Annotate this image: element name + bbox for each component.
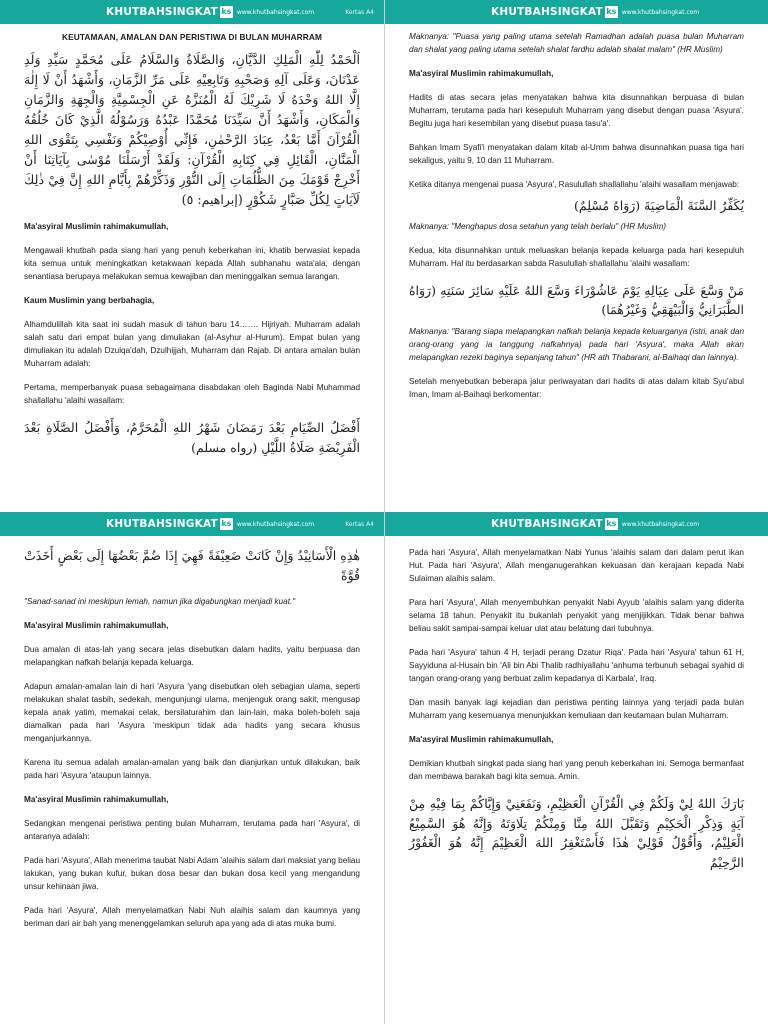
paragraph: Para hari 'Asyura', Allah menyembuhkan penyakit Nabi Ayyub 'alaihis salam yang diderita selama 18 tahun. Penyakit itu bukanlah penyakit yang menjijikkan. Tidak benar bahwa beliau sakit sampai-sampai keluar ulat atau belatung dari tubuhnya. <box>409 598 744 633</box>
page-4 <box>384 512 768 1024</box>
paragraph: Karena itu semua adalah amalan-amalan yang baik dan dianjurkan untuk dilakukan, baik pada hari 'Asyura 'ataupun lainnya. <box>24 758 360 780</box>
paragraph: Pada hari 'Asyura', Allah menyelamatkan Nabi Yunus 'alaihis salam dari dalam perut ikan Hut. Pada hari 'Asyura', Allah menganugerahkan kekuasan dan kerajaan kepada Nabi Sulaiman alaihis salam. <box>409 548 744 583</box>
arabic-hadith: أَفْضَلُ الصِّيَامِ بَعْدَ رَمَضَانَ شَهْرُ اللهِ الْمُحَرَّمُ، وَأَفْضَلُ الصَّلَاةِ بَعْدَ الْفَرِيْضَةِ صَلَاةُ اللَّيْلِ (رواه مسلم) <box>24 420 360 455</box>
page-3 <box>0 512 384 1024</box>
paragraph: Kedua, kita disunnahkan untuk meluaskan belanja kepada keluarga pada hari kesepuluh Muharram. Hal itu berdasarkan sabda Rasulullah shallallahu 'alaihi wasallam: <box>409 245 744 268</box>
paragraph: Adapun amalan-amalan lain di hari 'Asyura 'yang disebutkan oleh sebagian ulama, seperti melakukan shalat tasbih, sedekah, mengunjungi ulama, menjenguk orang sakit, mengusap kepala anak yatim, memakai celak, bersilaturahim dan lain-lain, maka boleh-boleh saja diamalkan pada hari 'Asyura 'meskipun tidak ada hadits yang secara khusus menganjurkannya. <box>24 682 360 743</box>
paragraph: Sedangkan mengenai peristiwa penting bulan Muharram, terutama pada hari 'Asyura', di antaranya adalah: <box>24 819 360 841</box>
page-header <box>385 0 768 24</box>
salutation: Ma'asyiral Muslimin rahimakumullah, <box>24 795 169 804</box>
translation: Maknanya: "Puasa yang paling utama setelah Ramadhan adalah puasa bulan Muharram dan shalat yang paling utama setelah shalat fardhu adalah shalat malam" (HR Muslim) <box>409 32 744 54</box>
paragraph: Pertama, memperbanyak puasa sebagaimana disabdakan oleh Baginda Nabi Muhammad shallallahu 'alaihi wasallam: <box>24 383 360 405</box>
site-url: www.khutbahsingkat.com <box>236 8 315 16</box>
translation: Maknanya: "Barang siapa melapangkan nafkah belanja kepada keluarganya (istri, anak dan orang-orang yang ia tanggung nafkahnya) pada hari 'Asyura', maka Allah akan melapangkan rezeki baginya sepanjang tahun" (HR ath Thabarani, al-Baihaqi dan lainnya). <box>409 326 744 362</box>
site-url: www.khutbahsingkat.com <box>621 520 700 528</box>
brand-name: KHUTBAHSINGKAT <box>106 6 218 18</box>
paragraph: Ketika ditanya mengenai puasa 'Asyura', Rasulullah shallallahu 'alaihi wasallam menjawab: <box>409 180 740 189</box>
brand-logo-icon: ks <box>221 519 232 528</box>
salutation: Ma'asyiral Muslimin rahimakumullah, <box>24 621 169 630</box>
page-header <box>385 512 768 536</box>
salutation: Ma'asyiral Muslimin rahimakumullah, <box>409 69 554 78</box>
paragraph: Pada hari 'Asyura', Allah menerima taubat Nabi Adam 'alaihis salam dari maksiat yang beliau lakukan, yang bukan kufur, bukan dosa besar dan bukan dosa kecil yang mengandung unsur kehinaan jiwa. <box>24 856 361 891</box>
paragraph: Pada hari 'Asyura' tahun 4 H, terjadi perang Dzatur Riqa'. Pada hari 'Asyura' tahun 61 H, Sayyiduna al-Husain bin 'Ali bin Abi Thalib radhiyallahu 'anhuma terbunuh sebagai syahid di tangan orang-orang yang berbuat zalim kepadanya di Karbala', Iraq. <box>409 648 744 683</box>
site-url: www.khutbahsingkat.com <box>236 520 315 528</box>
brand-name: KHUTBAHSINGKAT <box>491 6 603 18</box>
arabic-hadith: يُكَفِّرُ السَّنَةَ الْمَاضِيَةَ (رَوَاهُ مُسْلِمٌ) <box>574 198 744 213</box>
brand-logo-icon: ks <box>221 7 232 16</box>
arabic-opening: اَلْحَمْدُ لِلّٰهِ الْمَلِكِ الدَّيَّانِ، وَالصَّلَاةُ وَالسَّلَامُ عَلَى مُحَمَّدٍ سَيِّدِ وَلَدِ عَدْنَانَ، وَعَلَى آلِهِ وَصَحْبِهِ وَتَابِعِيْهِ عَلَى مَرِّ الزَّمَانِ، وَأَشْهَدُ أَنْ لَا إِلٰهَ إِلَّا اللهُ وَحْدَهُ لَا شَرِيْكَ لَهُ الْمُنَزَّهُ عَنِ الْجِسْمِيَّةِ وَالْجِهَةِ وَالزَّمَانِ وَالْمَكَانِ، وَأَشْهَدُ أَنَّ سَيِّدَنَا مُحَمَّدًا عَبْدُهُ وَرَسُوْلُهُ الَّذِيْ كَانَ خُلُقُهُ الْقُرْآنَ أَمَّا بَعْدُ، عِبَادَ الرَّحْمٰنِ، فَإِنِّي أُوْصِيْكُمْ وَنَفْسِي بِتَقْوَى اللهِ الْمَنَّانِ، الْقَائِلِ فِي كِتَابِهِ الْقُرْآنِ: وَلَقَدْ أَرْسَلْنَا مُوْسٰى بِآيَاتِنَا أَنْ أَخْرِجْ قَوْمَكَ مِنَ الظُّلُمَاتِ إِلَى النُّوْرِ وَذَكِّرْهُمْ بِأَيَّامِ اللهِ إِنَّ فِيْ ذٰلِكَ لَآيَاتٍ لِكُلِّ صَبَّارٍ شَكُوْرٍ (إبراهيم: ٥) <box>24 52 360 207</box>
paragraph: Demikian khutbah singkat pada siang hari yang penuh keberkahan ini. Semoga bermanfaat dan membawa barakah bagi kita semua. Amin. <box>409 759 744 781</box>
paragraph: Dua amalan di atas-lah yang secara jelas disebutkan dalam hadits, yaitu berpuasa dan melapangkan nafkah belanja kepada keluarga. <box>24 645 360 667</box>
brand-logo-icon: ks <box>606 519 617 528</box>
page-1 <box>0 0 384 512</box>
page-header <box>0 0 384 24</box>
brand-name: KHUTBAHSINGKAT <box>491 518 603 530</box>
site-url: www.khutbahsingkat.com <box>621 8 700 16</box>
brand-logo-icon: ks <box>606 7 617 16</box>
salutation: Ma'asyiral Muslimin rahimakumullah, <box>24 222 169 231</box>
translation: "Sanad-sanad ini meskipun lemah, namun jika digabungkan menjadi kuat." <box>24 597 296 606</box>
document-title: KEUTAMAAN, AMALAN DAN PERISTIWA DI BULAN MUHARRAM <box>62 32 322 42</box>
salutation: Kaum Muslimin yang berbahagia, <box>24 296 155 305</box>
paragraph: Dan masih banyak lagi kejadian dan peristiwa penting lainnya yang terjadi pada bulan Muharram yang kesemuanya menunjukkan kemuliaan dan keutamaan bulan Muharram. <box>409 698 744 720</box>
paper-size-label: Kertas A4 <box>345 8 374 16</box>
arabic-closing: بَارَكَ اللهُ لِيْ وَلَكُمْ فِي الْقُرْآنِ الْعَظِيْمِ، وَنَفَعَنِيْ وَإِيَّاكُمْ بِمَا فِيْهِ مِنْ آيَةٍ وَذِكْرِ الْحَكِيْمِ وَتَقَبَّلَ اللهُ مِنَّا وَمِنْكُمْ تِلَاوَتَهُ وَإِنَّهُ هُوَ السَّمِيْعُ الْعَلِيْمُ، وَأَقُوْلُ قَوْلِيْ هٰذَا فَأَسْتَغْفِرُ اللهَ الْعَظِيْمَ إِنَّهُ هُوَ الْغَفُوْرُ الرَّحِيْمُ <box>409 796 744 870</box>
page-header <box>0 512 384 536</box>
arabic-quote: هٰذِهِ الْأَسَانِيْدُ وَإِنْ كَانَتْ ضَعِيْفَةً فَهِيَ إِذَا ضُمَّ بَعْضُهَا إِلَى بَعْضٍ أَخَذَتْ قُوَّةً <box>24 548 360 583</box>
paragraph: Mengawali khutbah pada siang hari yang penuh keberkahan ini, khatib berwasiat kepada kita semua untuk meningkatkan ketakwaan kepada Allah subhanahu wata'ala, dengan senantiasa berupaya melakukan semua kewajiban dan meninggalkan semua larangan. <box>24 246 360 281</box>
translation: Maknanya: "Menghapus dosa setahun yang telah berlalu" (HR Muslim) <box>409 221 667 231</box>
paper-size-label: Kertas A4 <box>345 520 374 528</box>
paragraph: Bahkan Imam Syafi'i menyatakan dalam kitab al-Umm bahwa disunnahkan puasa tiga hari sekaligus, yaitu 9, 10 dan 11 Muharram. <box>409 143 744 165</box>
arabic-hadith: مَنْ وَسَّعَ عَلَى عِيَالِهِ يَوْمَ عَاشُوْرَاءَ وَسَّعَ اللهُ عَلَيْهِ سَائِرَ سَنَتِهِ (رَوَاهُ الطَّبَرَانِيُّ وَالْبَيْهَقِيُّ وَغَيْرُهُمَا) <box>409 282 744 317</box>
salutation: Ma'asyiral Muslimin rahimakumullah, <box>409 735 554 744</box>
page-2 <box>384 0 768 512</box>
paragraph: Hadits di atas secara jelas menyatakan bahwa kita disunnahkan berpuasa di bulan Muharram, terutama pada hari kesepuluh Muharram yang disebut dengan puasa 'Asyura'. Begitu juga hari kesembilan yang disebut puasa tasu'a'. <box>409 93 744 128</box>
paragraph: Alhamdulillah kita saat ini sudah masuk di tahun baru 14……. Hijriyah. Muharram adalah salah satu dari empat bulan yang dimuliakan (al-Asyhur al-Hurum). Empat bulan yang dimuliakan itu adalah Dzulqa'dah, Dzulhijjah, Muharram dan Rajab. Di antara amalan bulan Muharram adalah: <box>24 320 360 368</box>
paragraph: Setelah menyebutkan beberapa jalur periwayatan dari hadits di atas dalam kitab Syu'abul Iman, Imam al-Baihaqi berkomentar: <box>409 376 744 399</box>
paragraph: Pada hari 'Asyura', Allah menyelamatkan Nabi Nuh alaihis salam dan kaumnya yang beriman dari air bah yang menenggelamkan seluruh apa yang ada di atas muka bumi. <box>24 906 360 928</box>
brand-name: KHUTBAHSINGKAT <box>106 518 218 530</box>
